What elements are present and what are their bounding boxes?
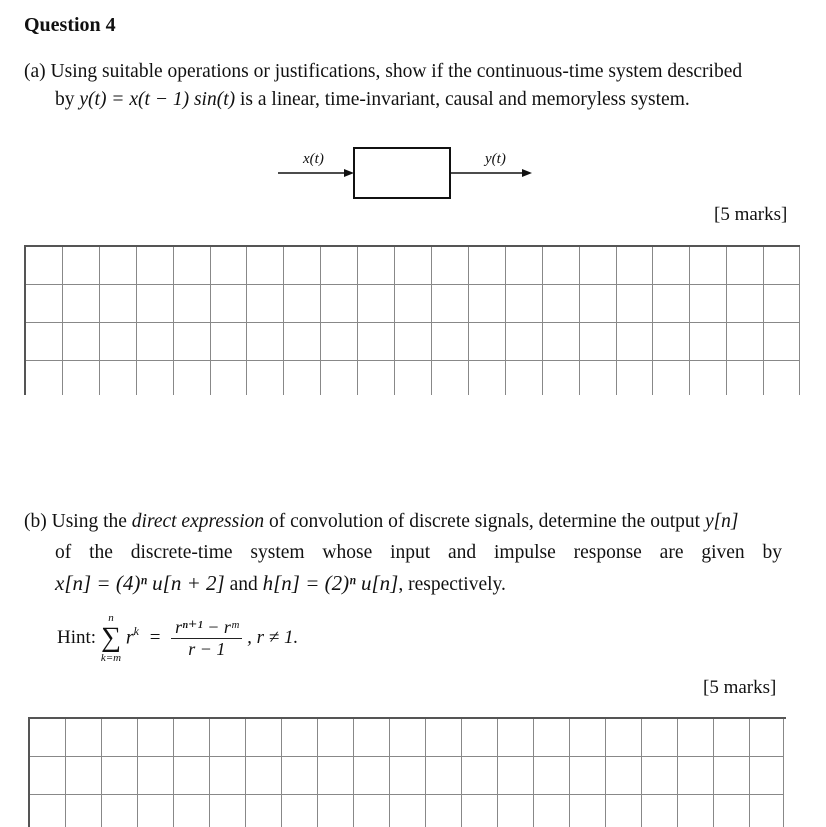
part-a-line1: Using suitable operations or justifications, show if the continuous-time system described bbox=[50, 61, 743, 82]
system-equation: y(t) = x(t − 1) sin(t) bbox=[79, 89, 236, 110]
hint-condition: , r ≠ 1. bbox=[247, 627, 299, 648]
part-a-line2: is a linear, time-invariant, causal and memoryless system. bbox=[239, 89, 690, 110]
question-title: Question 4 bbox=[24, 14, 116, 36]
sum-upper-limit: n bbox=[108, 612, 114, 624]
hint-fraction bbox=[171, 617, 242, 660]
input-equation: x[n] = (4)ⁿ u[n + 2] bbox=[55, 571, 225, 595]
system-box bbox=[354, 148, 450, 198]
part-b-line2: of the discrete-time system whose input and impulse response are given by bbox=[55, 542, 782, 563]
answer-grid-b bbox=[28, 717, 786, 827]
hint-label: Hint: bbox=[57, 627, 97, 648]
impulse-equation: h[n] = (2)ⁿ u[n] bbox=[262, 571, 399, 595]
part-b-text: (b) Using the direct expression of convolution of discrete signals, determine the output y[n] of the discrete-time system whose input and impulse response are given by x[n] = (4)ⁿ u[n + 2] and h[n] = (2)ⁿ u[n], respectively. bbox=[24, 511, 782, 595]
answer-grid-a bbox=[24, 245, 800, 395]
part-b-marks: [5 marks] bbox=[703, 677, 777, 698]
part-b-line1-post: of convolution of discrete signals, determine the output bbox=[268, 511, 701, 532]
part-b-line3-post: , respectively. bbox=[398, 574, 506, 595]
sum-lower-limit: k=m bbox=[100, 652, 122, 664]
part-b-line1-pre: Using the bbox=[51, 511, 127, 532]
part-a-text: (a) Using suitable operations or justifications, show if the continuous-time system described by y(t) = x(t − 1) sin(t) is a linear, time-invariant, causal and memoryless system. bbox=[24, 61, 743, 110]
hint-denominator: r − 1 bbox=[188, 638, 226, 659]
summation-symbol: n ∑ k=m bbox=[100, 612, 122, 664]
and-word: and bbox=[229, 574, 258, 595]
input-signal-label: x(t) bbox=[303, 151, 324, 167]
part-a-marks: [5 marks] bbox=[714, 204, 788, 225]
part-b-emphasis: direct expression bbox=[131, 511, 265, 532]
part-a-by: by bbox=[55, 89, 75, 110]
output-signal-label: y(t) bbox=[485, 151, 506, 167]
hint-formula: Hint: n ∑ k=m $r^k$ = $\frac{\text{rⁿ⁺¹ − rᵐ}}{r - 1}$ , r ≠ 1. bbox=[57, 612, 299, 664]
hint-numerator: rⁿ⁺¹ − rᵐ bbox=[171, 617, 242, 639]
input-arrowhead bbox=[344, 169, 354, 177]
sum-term: r bbox=[125, 626, 134, 649]
output-arrowhead bbox=[522, 169, 532, 177]
sum-term-exponent: k bbox=[133, 624, 139, 639]
output-signal: y[n] bbox=[704, 511, 739, 532]
